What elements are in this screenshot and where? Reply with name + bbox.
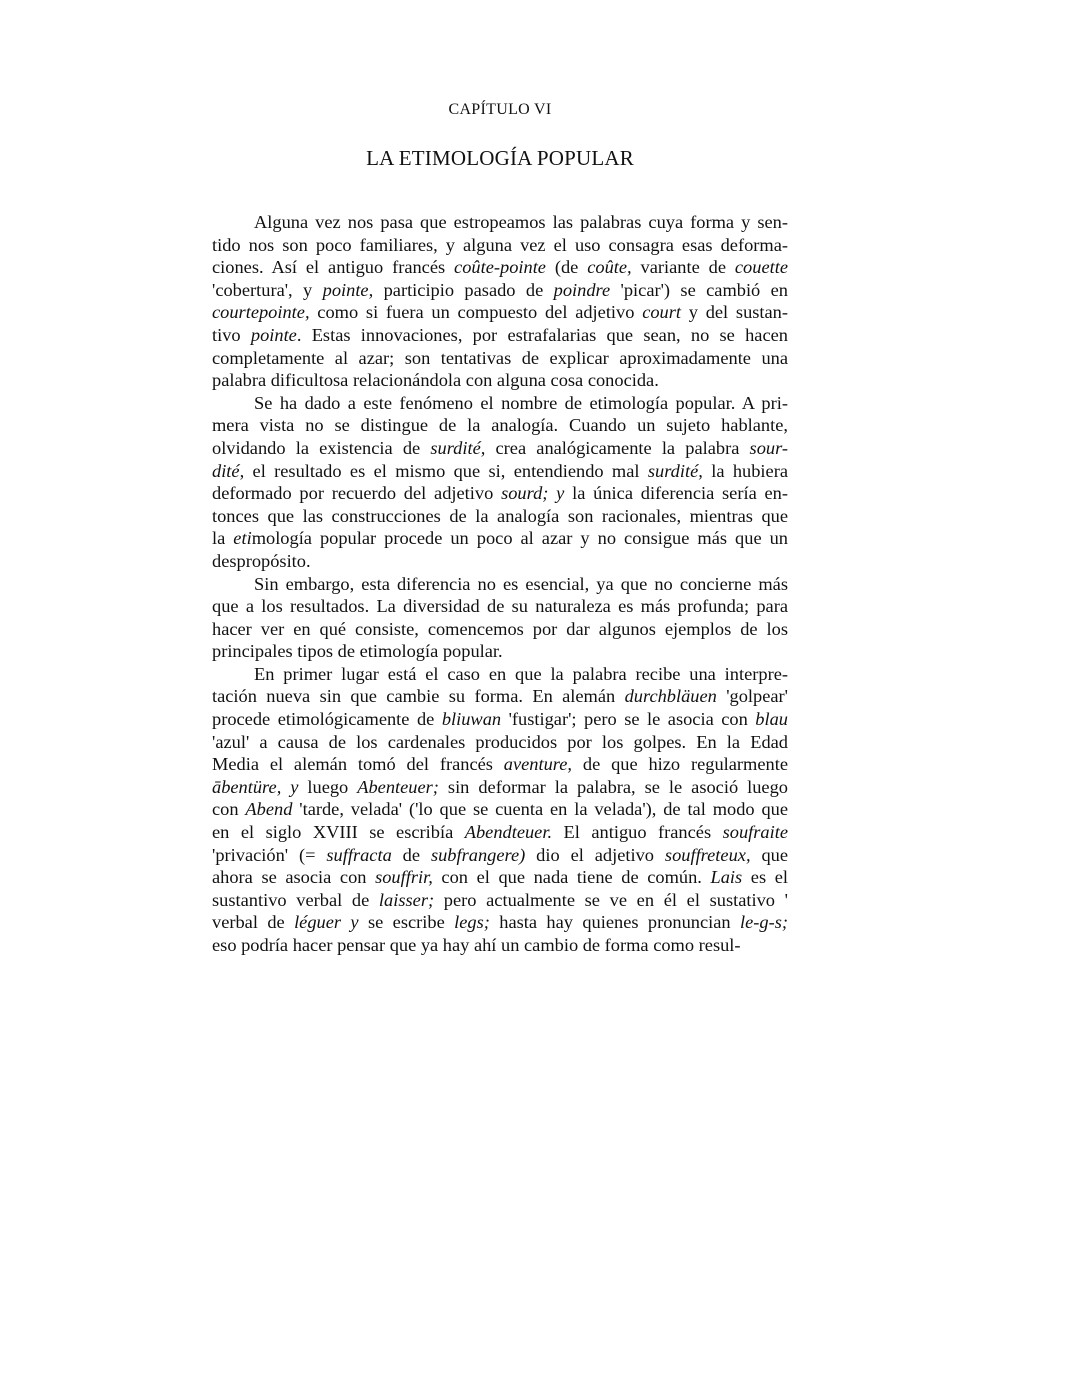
text-run: deformado por recuerdo del adjetivo	[212, 483, 502, 504]
text-line	[212, 482, 788, 505]
text-line	[212, 279, 788, 302]
text-run: (de	[545, 257, 588, 278]
italic-term: soufraite	[722, 822, 788, 843]
text-run: es el	[742, 867, 788, 888]
text-run: ahora se asocia con	[212, 867, 376, 888]
text-run: tivo	[212, 324, 251, 345]
italic-term: Abendteuer.	[464, 822, 553, 843]
text-line	[212, 414, 788, 437]
text-run: sin deformar la palabra, se le asoció luego	[438, 776, 788, 797]
paragraph	[212, 573, 788, 663]
text-line	[212, 640, 788, 663]
text-run: que	[750, 844, 788, 865]
italic-term: surdité,	[647, 460, 703, 481]
text-line	[212, 460, 788, 483]
text-run: pero actualmente se ve en él el sustativo '	[434, 889, 788, 910]
text-run: la única diferencia sería en-	[564, 483, 788, 504]
italic-term: bliuwan	[441, 709, 502, 730]
italic-term: sourd; y	[501, 483, 565, 504]
text-line	[212, 392, 788, 415]
text-line	[212, 527, 788, 550]
italic-term: couette	[734, 257, 788, 278]
text-run: mera vista no se distingue de la analogía. Cuando un sujeto hablante,	[212, 415, 788, 436]
italic-term: subfrangere)	[430, 844, 526, 865]
text-run: . Estas innovaciones, por estrafalarias que sean, no se hacen	[296, 324, 788, 345]
text-run: de	[391, 844, 431, 865]
text-run: eso podría hacer pensar que ya hay ahí un cambio de forma como resul-	[212, 935, 741, 955]
text-run: tido nos son poco familiares, y alguna vez el uso consagra esas deforma-	[212, 234, 788, 255]
italic-term: courtepointe,	[212, 302, 310, 323]
text-run: la hubiera	[702, 460, 788, 481]
chapter-number: CAPÍTULO VI	[448, 101, 552, 118]
text-run: luego	[298, 776, 358, 797]
text-line	[212, 844, 788, 867]
text-run: El antiguo francés	[552, 822, 723, 843]
text-line	[212, 347, 788, 370]
italic-term: dité,	[212, 460, 245, 481]
text-line	[212, 889, 788, 912]
text-line	[212, 708, 788, 731]
italic-term: coûte-pointe	[454, 257, 546, 278]
italic-term: pointe,	[322, 279, 374, 300]
text-line	[212, 911, 788, 934]
italic-term: court	[642, 302, 682, 323]
text-run: participio pasado de	[373, 279, 554, 300]
text-run: tación nueva sin que cambie su forma. En alemán	[212, 686, 625, 707]
text-run: procede etimológicamente de	[212, 709, 442, 730]
italic-term: ābentüre, y	[212, 776, 299, 797]
text-run: 'tarde, velada' ('lo que se cuenta en la velada'), de tal modo que	[292, 799, 788, 820]
text-run: 'golpear'	[716, 686, 788, 707]
paragraph	[212, 211, 788, 392]
text-run: Alguna vez nos pasa que estropeamos las palabras cuya forma y sen-	[254, 212, 788, 232]
text-line	[212, 798, 788, 821]
text-line	[212, 821, 788, 844]
text-run: como si fuera un compuesto del adjetivo	[309, 302, 643, 323]
italic-term: eti	[233, 528, 252, 549]
italic-term: legs;	[454, 912, 490, 933]
text-line	[212, 663, 788, 686]
italic-term: sour-	[749, 437, 788, 458]
text-run: completamente al azar; son tentativas de explicar aproximadamente una	[212, 347, 788, 368]
text-line	[212, 573, 788, 596]
text-run: 'fustigar'; pero se le asocia con	[501, 709, 756, 730]
text-run: hacer ver en qué consiste, comencemos por dar algunos ejemplos de los	[212, 618, 788, 639]
chapter-title: LA ETIMOLOGÍA POPULAR	[366, 146, 634, 170]
italic-term: suffracta	[326, 844, 392, 865]
text-run: el resultado es el mismo que si, entendiendo mal	[244, 460, 648, 481]
text-line	[212, 685, 788, 708]
italic-term: aventure,	[503, 754, 573, 775]
paragraph	[212, 663, 788, 957]
text-line	[212, 256, 788, 279]
text-run: hasta hay quienes pronuncian	[489, 912, 740, 933]
italic-term: poindre	[553, 279, 611, 300]
text-run: dio el adjetivo	[525, 844, 665, 865]
paragraph	[212, 392, 788, 573]
italic-term: souffreteux,	[664, 844, 751, 865]
text-run: verbal de	[212, 912, 295, 933]
italic-term: léguer y	[294, 912, 359, 933]
text-run: mología popular procede un poco al azar y no consigue más que un	[251, 528, 789, 549]
italic-term: le-g-s;	[740, 912, 788, 933]
text-run: tonces que las construcciones de la analogía son racionales, mientras que	[212, 505, 788, 526]
italic-term: Abenteuer;	[357, 776, 439, 797]
italic-term: blau	[755, 709, 788, 730]
text-run: variante de	[631, 257, 735, 278]
italic-term: durchbläuen	[624, 686, 717, 707]
text-run: y del sustan-	[681, 302, 789, 323]
italic-term: laisser;	[378, 889, 435, 910]
text-run: en el siglo XVIII se escribía	[212, 822, 465, 843]
text-line	[212, 324, 788, 347]
text-run: con el que nada tiene de común.	[432, 867, 711, 888]
text-line	[212, 753, 788, 776]
text-line	[212, 618, 788, 641]
italic-term: pointe	[250, 324, 297, 345]
body-text	[212, 211, 788, 957]
italic-term: Abend	[245, 799, 293, 820]
text-run: Media el alemán tomó del francés	[212, 754, 504, 775]
text-line	[212, 437, 788, 460]
text-run: con	[212, 799, 246, 820]
text-run: 'picar') se cambió en	[610, 279, 788, 300]
text-run: despropósito.	[212, 550, 311, 571]
text-run: 'privación' (=	[212, 844, 327, 865]
text-run: 'azul' a causa de los cardenales producidos por los golpes. En la Edad	[212, 731, 788, 752]
text-run: principales tipos de etimología popular.	[212, 641, 503, 662]
text-line	[212, 550, 788, 573]
italic-term: surdité,	[430, 437, 486, 458]
text-run: de que hizo regularmente	[572, 754, 788, 775]
text-line	[212, 731, 788, 754]
text-line	[212, 595, 788, 618]
text-run: crea analógicamente la palabra	[485, 437, 750, 458]
text-line	[212, 234, 788, 257]
text-run: Sin embargo, esta diferencia no es esencial, ya que no concierne más	[254, 573, 788, 594]
text-line	[212, 776, 788, 799]
text-line	[212, 369, 788, 392]
text-run: se escribe	[358, 912, 455, 933]
text-run: sustantivo verbal de	[212, 889, 379, 910]
text-run: Se ha dado a este fenómeno el nombre de etimología popular. A pri-	[254, 392, 788, 413]
text-run: olvidando la existencia de	[212, 437, 431, 458]
text-line	[212, 211, 788, 234]
text-line	[212, 866, 788, 889]
text-line	[212, 301, 788, 324]
text-run: En primer lugar está el caso en que la palabra recibe una interpre-	[254, 663, 788, 684]
italic-term: Lais	[710, 867, 743, 888]
text-run: ciones. Así el antiguo francés	[212, 257, 455, 278]
text-run: la	[212, 528, 234, 549]
text-run: 'cobertura', y	[212, 279, 323, 300]
text-line	[212, 505, 788, 528]
text-line	[212, 934, 788, 957]
text-run: que a los resultados. La diversidad de su naturaleza es más profunda; para	[212, 596, 788, 617]
text-run: palabra dificultosa relacionándola con alguna cosa conocida.	[212, 370, 659, 391]
italic-term: coûte,	[587, 257, 632, 278]
italic-term: souffrir,	[375, 867, 433, 888]
